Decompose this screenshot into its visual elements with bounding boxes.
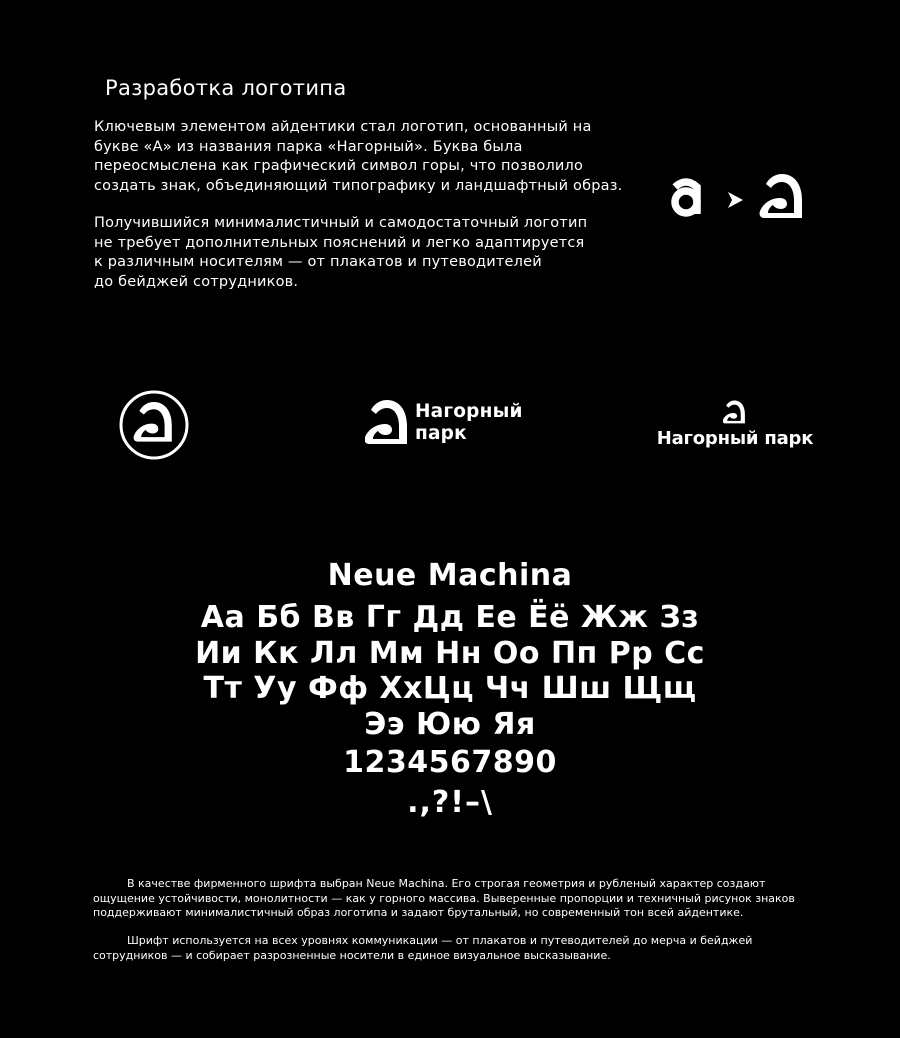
paragraph-line: до бейджей сотрудников.	[94, 273, 299, 290]
logo-description-paragraph-2	[94, 214, 654, 292]
logo-vertical-variant	[640, 400, 830, 455]
wordmark-line: Нагорный	[415, 401, 523, 422]
logo-circle-variant	[118, 389, 190, 461]
alphabet-line: Тт Уу Фф ХхЦц Чч Шш Щщ	[203, 671, 697, 706]
section-title: Разработка логотипа	[105, 76, 347, 100]
mountain-a-logo-icon	[134, 402, 172, 442]
paragraph-line: не требует дополнительных пояснений и легко адаптируется	[94, 234, 585, 251]
punctuation-line: .,?!–\	[407, 785, 493, 820]
logo-wordmark: Нагорный парк	[656, 428, 814, 449]
typeface-specimen	[0, 556, 900, 825]
paragraph-line: букве «А» из названия парка «Нагорный». Буква была	[94, 138, 523, 155]
typeface-note-1	[93, 877, 813, 921]
letter-a-glyph	[675, 182, 697, 214]
note-line: ощущение устойчивости, монолитности — как у горного массива. Выверенные пропорции и техничный рисунок знаков	[93, 891, 795, 905]
mountain-a-logo-icon	[760, 174, 802, 218]
mountain-a-logo-icon	[723, 400, 747, 426]
logo-description-paragraph-1	[94, 118, 654, 196]
alphabet-line: Аа Бб Вв Гг Дд Ее Ёё Жж Зз	[200, 600, 700, 635]
paragraph-line: Получившийся минималистичный и самодостаточный логотип	[94, 215, 588, 231]
logo-wordmark	[415, 401, 523, 445]
note-line: поддерживают минималистичный образ логотипа и задают брутальный, но современный тон всей айдентике.	[93, 906, 744, 919]
typeface-name: Neue Machina	[327, 558, 573, 593]
logo-evolution	[668, 170, 808, 222]
alphabet-line: Ии Кк Лл Мм Нн Оо Пп Рр Сс	[195, 635, 705, 671]
paragraph-line: переосмыслена как графический символ горы, что позволило	[94, 158, 584, 174]
paragraph-line: создать знак, объединяющий типографику и ландшафтный образ.	[94, 177, 623, 194]
note-line: Шрифт используется на всех уровнях коммуникации — от плакатов и путеводителей до мерча и бейджей	[127, 934, 753, 947]
arrow-right-icon	[728, 192, 743, 208]
mountain-a-logo-icon	[365, 400, 411, 448]
paragraph-line: к различным носителям — от плакатов и путеводителей	[94, 254, 542, 270]
typeface-note-2	[93, 934, 813, 963]
note-line: В качестве фирменного шрифта выбран Neue Machina. Его строгая геометрия и рубленый характер создают	[127, 877, 766, 890]
note-line: сотрудников — и собирает разрозненные носители в единое визуальное высказывание.	[93, 948, 611, 962]
paragraph-line: Ключевым элементом айдентики стал логотип, основанный на	[94, 119, 592, 135]
digits-line: 1234567890	[343, 745, 557, 780]
logo-horizontal-variant	[365, 400, 545, 450]
alphabet-line: Ээ Юю Яя	[364, 706, 536, 742]
wordmark-line: парк	[415, 423, 467, 444]
